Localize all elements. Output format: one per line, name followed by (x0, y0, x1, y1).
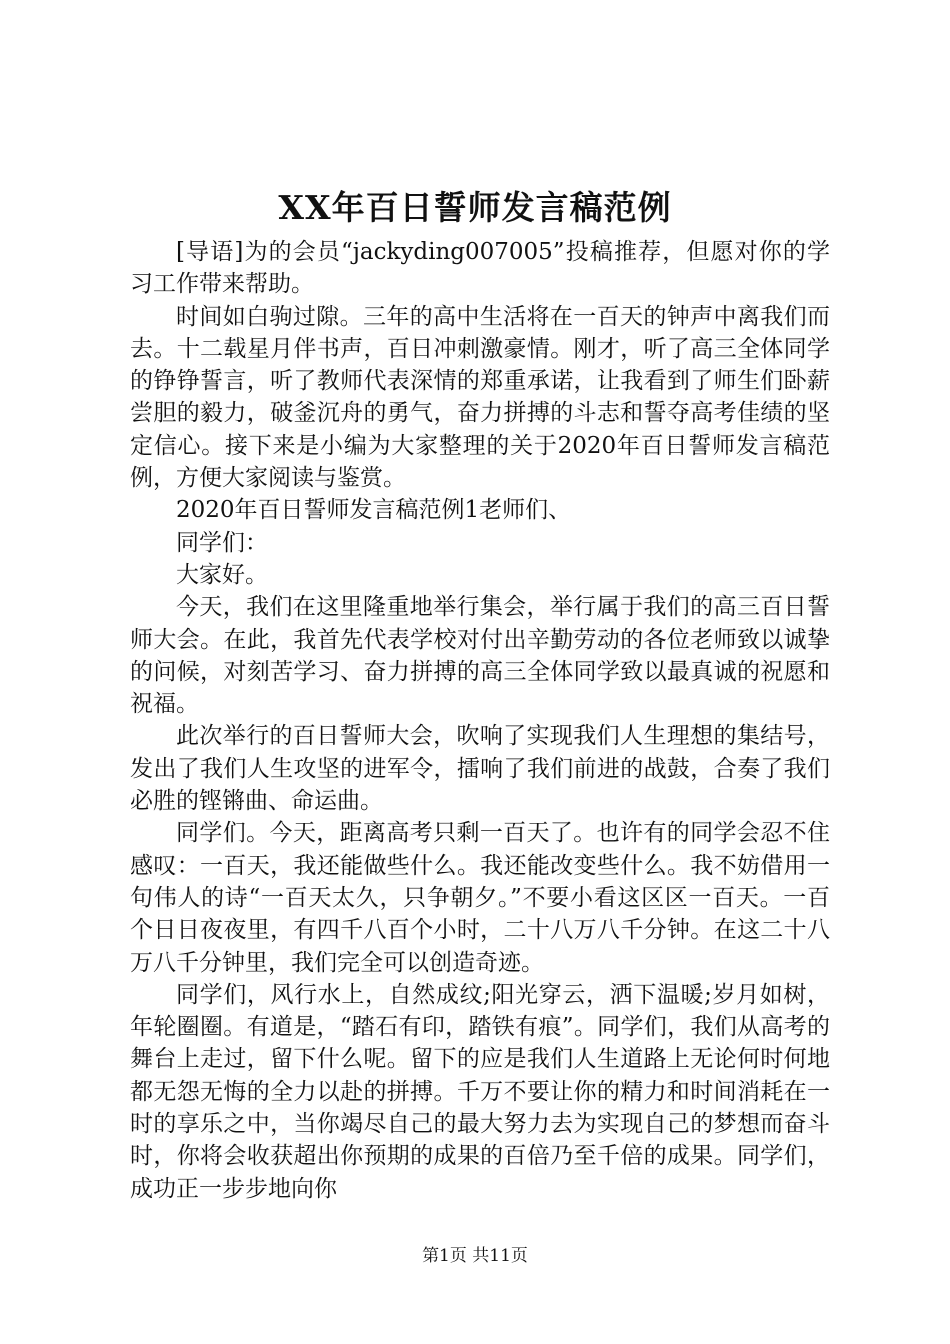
paragraph: 今天，我们在这里隆重地举行集会，举行属于我们的高三百日誓师大会。在此，我首先代表学校对付出辛勤劳动的各位老师致以诚挚的问候，对刻苦学习、奋力拼搏的高三全体同学致以最真诚的祝愿和祝福。 (130, 594, 830, 718)
document-body (130, 236, 830, 1205)
paragraph: 同学们。今天，距离高考只剩一百天了。也许有的同学会忍不住感叹：一百天，我还能做些什么。我还能改变些什么。我不妨借用一句伟人的诗“一百天太久，只争朝夕。”不要小看这区区一百天。一百个日日夜夜里，有四千八百个小时，二十八万八千分钟。在这二十八万八千分钟里，我们完全可以创造奇迹。 (130, 820, 830, 976)
paragraph: 同学们，风行水上，自然成纹;阳光穿云，洒下温暖;岁月如树，年轮圈圈。有道是，“踏石有印，踏铁有痕”。同学们，我们从高考的舞台上走过，留下什么呢。留下的应是我们人生道路上无论何时何地都无怨无悔的全力以赴的拼搏。千万不要让你的精力和时间消耗在一时的享乐之中，当你竭尽自己的最大努力去为实现自己的梦想而奋斗时，你将会收获超出你预期的成果的百倍乃至千倍的成果。同学们，成功正一步步地向你 (130, 981, 830, 1202)
paragraph-greeting: 大家好。 (176, 561, 268, 588)
paragraph: 时间如白驹过隙。三年的高中生活将在一百天的钟声中离我们而去。十二载星月伴书声，百日冲刺激豪情。刚才，听了高三全体同学的铮铮誓言，听了教师代表深情的郑重承诺，让我看到了师生们卧薪尝胆的毅力，破釜沉舟的勇气，奋力拼搏的斗志和誓夺高考佳绩的坚定信心。接下来是小编为大家整理的关于2020年百日誓师发言稿范例，方便大家阅读与鉴赏。 (130, 303, 830, 492)
page-title: XX年百日誓师发言稿范例 (278, 188, 672, 227)
paragraph-greeting: 同学们： (176, 529, 268, 556)
paragraph: 此次举行的百日誓师大会，吹响了实现我们人生理想的集结号，发出了我们人生攻坚的进军令，擂响了我们前进的战鼓，合奏了我们必胜的铿锵曲、命运曲。 (130, 723, 830, 815)
page-number: 第1页 共11页 (422, 1246, 528, 1266)
paragraph-heading: 2020年百日誓师发言稿范例1老师们、 (176, 497, 572, 524)
paragraph-intro: [导语]为的会员“jackyding007005”投稿推荐，但愿对你的学习工作带来帮助。 (130, 239, 830, 298)
